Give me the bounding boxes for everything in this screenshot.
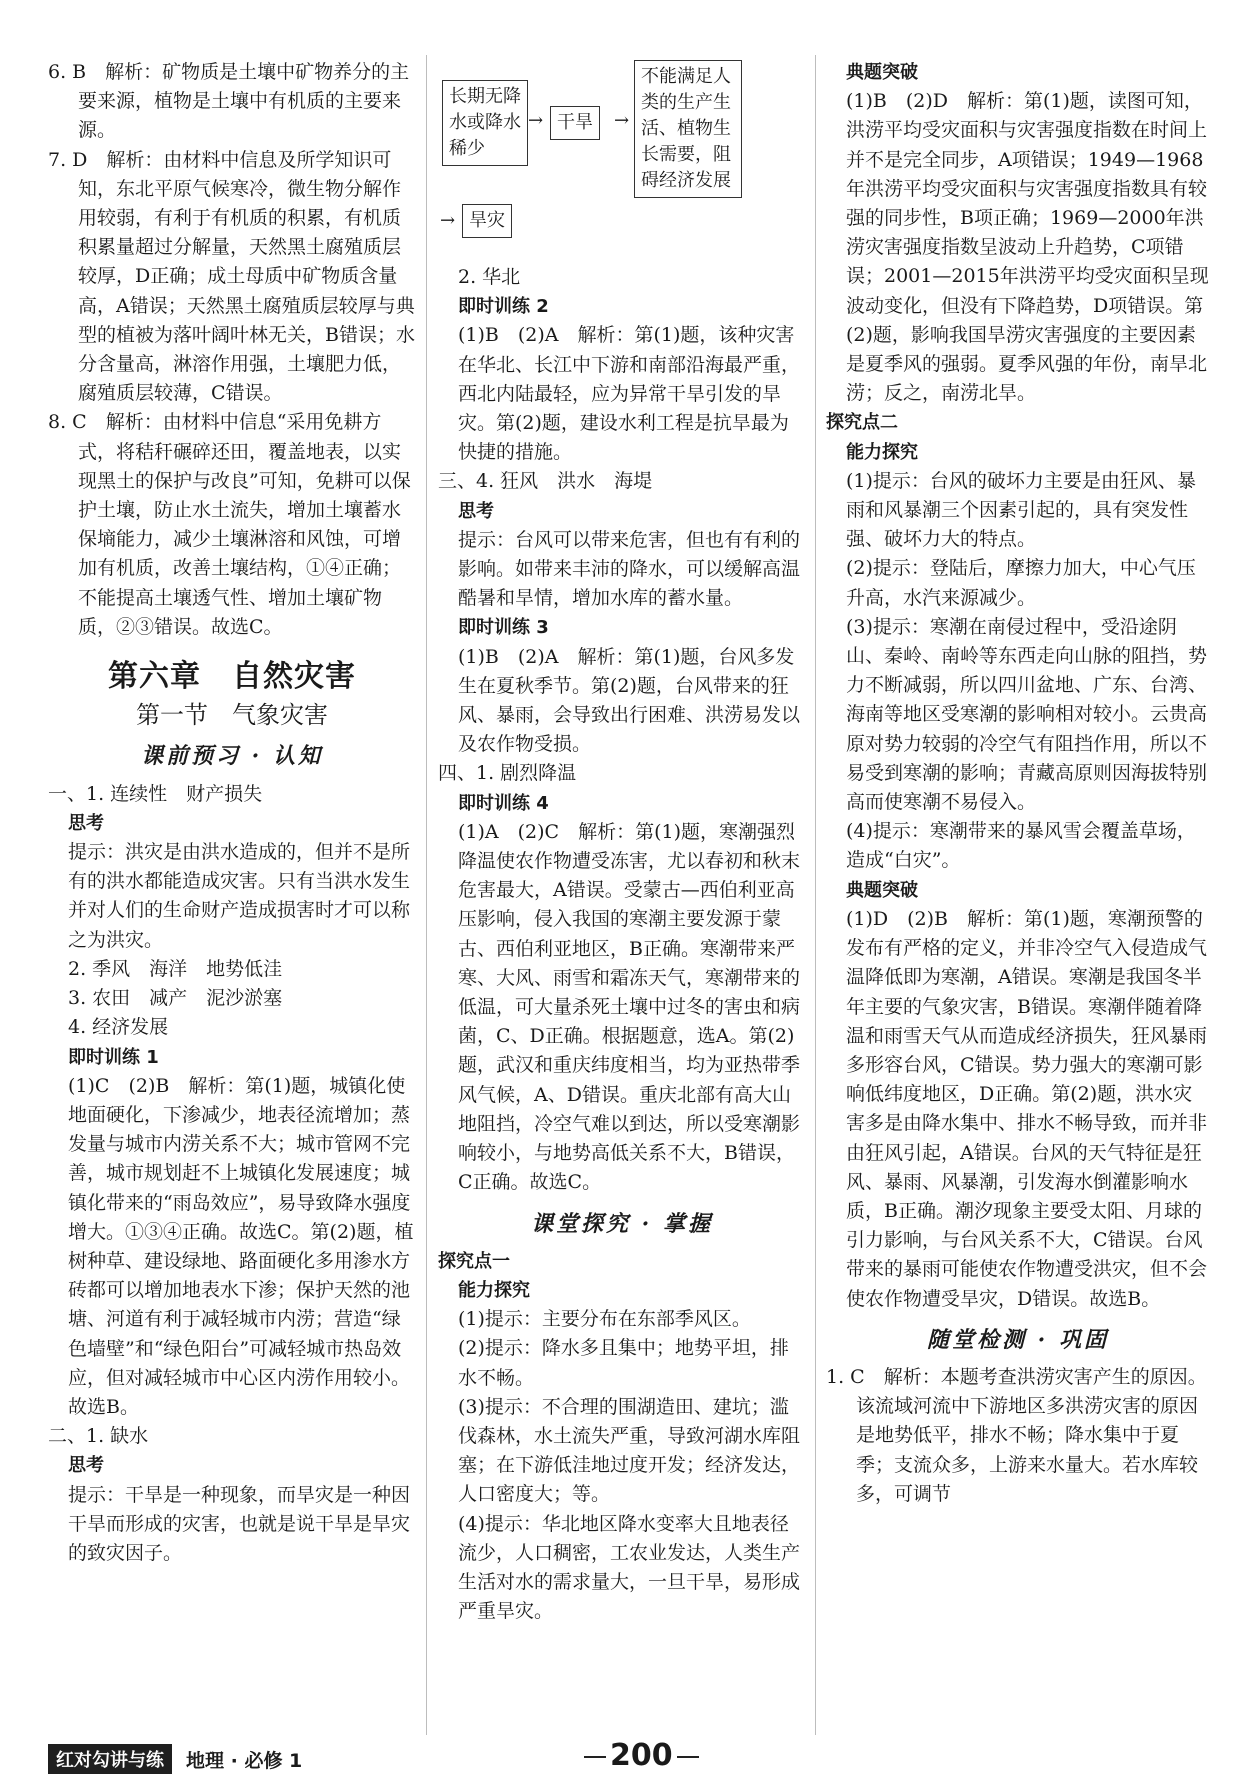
column-divider-right [815,55,816,1735]
ability-heading-2: 能力探究 [846,441,918,463]
training-heading-3: 即时训练 3 [458,617,549,639]
think-text-2: 提示：干旱是一种现象，而旱灾是一种因干旱而形成的灾害，也就是说干旱是旱灾的致灾因子。 [68,1483,411,1564]
think-heading-1: 思考 [68,812,104,834]
hint-2-1: (1)提示：台风的破坏力主要是由狂风、暴雨和风暴潮三个因素引起的，具有突发性强、破坏力大的特点。 [846,469,1196,551]
think-heading-3: 思考 [458,500,494,522]
class-banner: 课堂探究 · 掌握 [531,1210,713,1237]
flow-arrow-2: → [614,110,630,131]
subject-label: 地理 · 必修 1 [186,1749,303,1772]
hint-1-4: (4)提示：华北地区降水变率大且地表径流少，人口稠密，工农业发达，人类生产生活对水的需求量大，一旦干旱，易形成严重旱灾。 [458,1512,801,1623]
item-2-2: 2. 华北 [458,266,521,288]
section-title: 第一节 气象灾害 [136,701,328,730]
hint-2-3: (3)提示：寒潮在南侵过程中，受沿途阴山、秦岭、南岭等东西走向山脉的阻挡，势力不断减弱，所以四川盆地、广东、台湾、海南等地区受寒潮的影响相对较小。云贵高原对势力较弱的冷空气有阻挡作用，所以不易受到寒潮的影响；青藏高原则因海拔特别高而使寒潮不易侵入。 [846,615,1208,814]
training-text-3: (1)B (2)A 解析：第(1)题，台风多发生在夏秋季节。第(2)题，台风带来的狂风、暴雨，会导致出行困难、洪涝易发以及农作物受损。 [458,645,801,756]
training-heading-1: 即时训练 1 [68,1046,159,1068]
hint-2-2: (2)提示：登陆后，摩擦力加大，中心气压升高，水汽来源减少。 [846,557,1196,609]
page-footer [48,1744,302,1774]
item-4-1: 四、1. 剧烈降温 [438,762,577,785]
flow-box-impact: 不能满足人类的生产生活、植物生长需要，阻碍经济发展 [634,60,742,198]
flow-box-no-rain: 长期无降水或降水稀少 [442,80,528,166]
training-text-4: (1)A (2)C 解析：第(1)题，寒潮强烈降温使农作物遭受冻害，尤以春初和秋末危害最大，A错误。受蒙古—西伯利亚高压影响，侵入我国的寒潮主要发源于蒙古、西伯利亚地区，B正确。寒潮带来严寒、大风、雨雪和霜冻天气，寒潮带来的低温，可大量杀死土壤中过冬的害虫和病菌，C、D正确。根据题意，选A。第(2)题，武汉和重庆纬度相当，均为亚热带季风气候，A、D错误。重庆北部有高大山地阻挡，冷空气难以到达，所以受寒潮影响较小，与地势高低关系不大，B错误，C正确。故选C。 [458,820,801,1194]
explore-point-2: 探究点二 [826,412,898,434]
column-right [826,58,1210,1509]
item-1-2: 2. 季风 海洋 地势低洼 [68,957,283,980]
flow-box-drought: 干旱 [550,106,600,140]
think-text-3: 提示：台风可以带来危害，但也有有利的影响。如带来丰沛的降水，可以缓解高温酷暑和旱情，增加水库的蓄水量。 [458,528,801,610]
item-1-3: 3. 农田 减产 泥沙淤塞 [68,987,283,1010]
typical-text-1: (1)B (2)D 解析：第(1)题，读图可知，洪涝平均受灾面积与灾害强度指数在时间上并不是完全同步，A项错误；1949—1968年洪涝平均受灾面积与灾害强度指数具有较强的同步性，B项正确；1969—2000年洪涝灾害强度指数呈波动上升趋势，C项错误；2001—2015年洪涝平均受灾面积呈现波动变化，但没有下降趋势，D项错误。第(2)题，影响我国旱涝灾害强度的主要因素是夏季风的强弱。夏季风强的年份，南旱北涝；反之，南涝北旱。 [846,90,1209,405]
training-heading-2: 即时训练 2 [458,296,549,318]
column-left [48,58,416,1568]
flow-arrow-1: → [528,110,544,131]
hint-1-2: (2)提示：降水多且集中；地势平坦，排水不畅。 [458,1337,789,1389]
ability-heading-1: 能力探究 [458,1279,530,1301]
typical-text-2: (1)D (2)B 解析：第(1)题，寒潮预警的发布有严格的定义，并非冷空气入侵造成气温降低即为寒潮，A错误。寒潮是我国冬半年主要的气象灾害，B错误。寒潮伴随着降温和雨雪天气从而造成经济损失，狂风暴雨多形容台风，C错误。势力强大的寒潮可影响低纬度地区，D正确。第(2)题，洪水灾害多是由降水集中、排水不畅导致，而并非由狂风引起，A错误。台风的天气特征是狂风、暴雨、风暴潮，引发海水倒灌影响水质，B正确。潮汐现象主要受太阳、月球的引力影响，与台风关系不大，C错误。台风带来的暴雨可能使农作物遭受洪灾，但不会使农作物遭受旱灾，D错误。故选B。 [846,907,1208,1310]
think-heading-2: 思考 [68,1455,104,1477]
flow-box-drought-disaster: 旱灾 [462,204,512,238]
preview-banner: 课前预习 · 认知 [141,743,323,770]
hint-1-1: (1)提示：主要分布在东部季风区。 [458,1308,751,1331]
training-text-1: (1)C (2)B 解析：第(1)题，城镇化使地面硬化，下渗减少，地表径流增加；蒸发量与城市内涝关系不大；城市管网不完善，城市规划赶不上城镇化发展速度；城镇化带来的“雨岛效应”，易导致降水强度增大。①③④正确。故选C。第(2)题，植树种草、建设绿地、路面硬化多用渗水方砖都可以增加地表水下渗；保护天然的池塘、河道有利于减轻城市内涝；营造“绿色墙壁”和“绿色阳台”可减轻城市热岛效应，但对减轻城市中心区内涝作用较小。故选B。 [68,1074,414,1418]
typical-heading-1: 典题突破 [846,62,918,83]
test-answer-1: 1. C 解析：本题考查洪涝灾害产生的原因。该流域河流中下游地区多洪涝灾害的原因是地势低平，排水不畅；降水集中于夏季；支流众多，上游来水量大。若水库较多，可调节 [826,1365,1207,1505]
training-heading-4: 即时训练 4 [458,792,549,814]
typical-heading-2: 典题突破 [846,879,918,901]
hint-2-4: (4)提示：寒潮带来的暴风雪会覆盖草场，造成“白灾”。 [846,820,1196,872]
item-1-4: 4. 经济发展 [68,1016,169,1039]
flow-arrow-3: → [440,210,456,231]
answer-7: 7. D 解析：由材料中信息及所学知识可知，东北平原气候寒冷，微生物分解作用较弱，有利于有机质的积累，有机质积累量超过分解量，天然黑土腐殖质层较厚，D正确；成土母质中矿物质含量高，A错误；天然黑土腐殖质层较厚与典型的植被为落叶阔叶林无关，B错误；水分含量高，淋溶作用强，土壤肥力低，腐殖质层较薄，C错误。 [48,148,415,405]
item-1-1: 一、1. 连续性 财产损失 [48,782,263,805]
answer-6: 6. B 解析：矿物质是土壤中矿物养分的主要来源，植物是土壤中有机质的主要来源。 [48,61,410,142]
think-text-1: 提示：洪灾是由洪水造成的，但并不是所有的洪水都能造成灾害。只有当洪水发生并对人们的生命财产造成损害时才可以称之为洪灾。 [68,841,411,951]
test-banner: 随堂检测 · 巩固 [927,1326,1109,1353]
answer-8: 8. C 解析：由材料中信息“采用免耕方式，将秸秆碾碎还田，覆盖地表，以实现黑土的保护与改良”可知，免耕可以保护土壤，防止水土流失，增加土壤蓄水保墒能力，减少土壤淋溶和风蚀，可增加有机质，改善土壤结构，①④正确；不能提高土壤透气性、增加土壤矿物质，②③错误。故选C。 [48,411,411,638]
column-divider-left [426,55,427,1735]
item-3-4: 三、4. 狂风 洪水 海堤 [438,470,653,493]
training-text-2: (1)B (2)A 解析：第(1)题，该种灾害在华北、长江中下游和南部沿海最严重，西北内陆最轻，应为异常干旱引发的旱灾。第(2)题，建设水利工程是抗旱最为快捷的措施。 [458,324,801,464]
item-2-1: 二、1. 缺水 [48,1425,149,1448]
page-number: 200 [580,1738,703,1773]
column-middle [438,58,806,1626]
explore-point-1: 探究点一 [438,1250,510,1272]
chapter-title: 第六章 自然灾害 [108,659,356,695]
hint-1-3: (3)提示：不合理的围湖造田、建坑；滥伐森林，水土流失严重，导致河湖水库阻塞；在下游低洼地过度开发；经济发达，人口密度大；等。 [458,1395,801,1506]
brand-label: 红对勾讲与练 [48,1744,172,1774]
drought-flow-diagram [438,58,806,263]
